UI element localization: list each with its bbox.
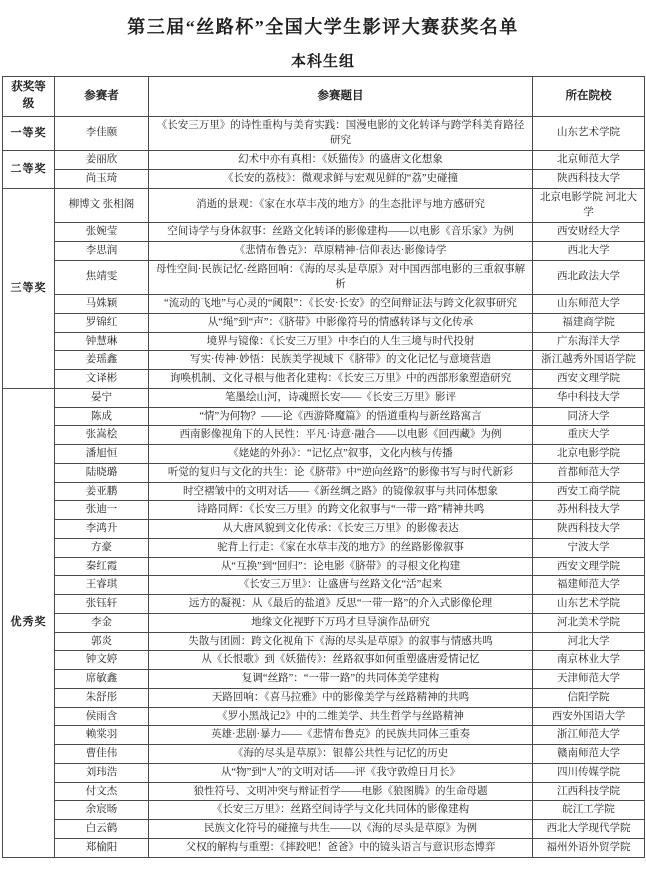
participant-cell: 秦红霞 [55,557,149,576]
entry-title-cell: 笔墨绘山河，诗魂照长安——《长安三万里》影评 [149,388,533,407]
table-row [3,116,645,151]
table-row [3,169,645,188]
table-row [3,388,645,407]
participant-cell: 晏宁 [55,388,149,407]
table-row [3,151,645,170]
school-cell: 福建商学院 [533,313,645,332]
participant-cell: 余宸旸 [55,801,149,820]
entry-title-cell: 驼背上行走：《家在水草丰茂的地方》的丝路影像叙事 [149,538,533,557]
table-row [3,688,645,707]
entry-title-cell: 《长安的荔枝》：微观求鲜与宏观见鲜的“荔”史碰撞 [149,169,533,188]
school-cell: 山东师范大学 [533,295,645,314]
entry-title-cell: 复调“丝路”：“一带一路”的共同体美学建构 [149,670,533,689]
participant-cell: 朱舒彤 [55,688,149,707]
entry-title-cell: 时空褶皱中的文明对话——《新丝绸之路》的镜像叙事与共同体想象 [149,482,533,501]
table-row [3,820,645,839]
participant-cell: 陆晓璐 [55,463,149,482]
header-entry-title: 参赛题目 [149,77,533,117]
school-cell: 河北大学 [533,632,645,651]
participant-cell: 侯雨含 [55,707,149,726]
entry-title-cell: 西南影像视角下的人民性：平凡·诗意·融合——以电影《回西藏》为例 [149,426,533,445]
school-cell: 信阳学院 [533,688,645,707]
table-row [3,313,645,332]
entry-title-cell: 《长安三万里》：让盛唐与丝路文化“活”起来 [149,576,533,595]
page-title: 第三届“丝路杯”全国大学生影评大赛获奖名单 [127,17,519,37]
table-row [3,763,645,782]
participant-cell: 白云鹤 [55,820,149,839]
table-row [3,726,645,745]
table-header [3,77,645,117]
participant-cell: 马姝颖 [55,295,149,314]
entry-title-cell: 天路回响：《喜马拉雅》中的影像美学与丝路精神的共鸣 [149,688,533,707]
participant-cell: 李鸿升 [55,520,149,539]
table-row [3,670,645,689]
school-cell: 华中科技大学 [533,388,645,407]
table-row [3,426,645,445]
table-row [3,351,645,370]
school-cell: 广东海洋大学 [533,332,645,351]
award-list-page [0,13,646,858]
table-row [3,557,645,576]
entry-title-cell: 写实·传神·妙悟：民族美学视域下《脐带》的文化记忆与意境营造 [149,351,533,370]
school-cell: 陕西科技大学 [533,520,645,539]
table-row [3,482,645,501]
participant-cell: 潘旭恒 [55,445,149,464]
table-row [3,295,645,314]
participant-cell: 李金 [55,613,149,632]
participant-cell: 赖棠羽 [55,726,149,745]
participant-cell: 焦靖雯 [55,260,149,295]
table-row [3,595,645,614]
header-award-level: 获奖等级 [3,77,55,117]
award-level-cell: 二等奖 [3,151,55,189]
table-row [3,745,645,764]
school-cell: 山东艺术学院 [533,116,645,151]
participant-cell: 刘玮浩 [55,763,149,782]
participant-cell: 张迪一 [55,501,149,520]
participant-cell: 姜丽欣 [55,151,149,170]
entry-title-cell: 《悲情布鲁克》：草原精神·信仰表达·影像诗学 [149,241,533,260]
participant-cell: 张嵩桧 [55,426,149,445]
entry-title-cell: 从大唐风貌到文化传承：《长安三万里》的影像表达 [149,520,533,539]
school-cell: 皖江工学院 [533,801,645,820]
school-cell: 福州外语外贸学院 [533,838,645,857]
table-row [3,632,645,651]
entry-title-cell: 从“互换”到“回归”：论电影《脐带》的寻根文化构建 [149,557,533,576]
entry-title-cell: “流动的飞地”与心灵的“阈限”：《长安·长安》的空间辩证法与跨文化叙事研究 [149,295,533,314]
school-cell: 西安文理学院 [533,370,645,389]
entry-title-cell: 诗路同辉：《长安三万里》的跨文化叙事与“一带一路”精神共鸣 [149,501,533,520]
table-row [3,260,645,295]
entry-title-cell: 地缘文化视野下万玛才旦导演作品研究 [149,613,533,632]
school-cell: 南京林业大学 [533,651,645,670]
participant-cell: 方豪 [55,538,149,557]
table-row [3,463,645,482]
table-row [3,445,645,464]
school-cell: 北京电影学院 河北大学 [533,188,645,223]
table-row [3,707,645,726]
entry-title-cell: 空间诗学与身体叙事：丝路文化转译的影像建构——以电影《音乐家》为例 [149,223,533,242]
school-cell: 西安文理学院 [533,557,645,576]
school-cell: 赣南师范大学 [533,745,645,764]
table-row [3,241,645,260]
participant-cell: 姜瑶鑫 [55,351,149,370]
header-participant: 参赛者 [55,77,149,117]
entry-title-cell: 消逝的景观：《家在水草丰茂的地方》的生态批评与地方感研究 [149,188,533,223]
entry-title-cell: 从“绳”到“声”：《脐带》中影像符号的情感转译与文化传承 [149,313,533,332]
table-row [3,332,645,351]
entry-title-cell: 狼性符号、文明冲突与辩证哲学——电影《狼图腾》的生命母题 [149,782,533,801]
group-subtitle: 本科生组 [290,54,355,70]
school-cell: 北京师范大学 [533,151,645,170]
table-row [3,782,645,801]
entry-title-cell: 英雄·悲剧·暴力——《悲情布鲁克》的民族共同体三重奏 [149,726,533,745]
school-cell: 西北大学 [533,241,645,260]
participant-cell: 李佳颐 [55,116,149,151]
table-row [3,651,645,670]
entry-title-cell: 《罗小黑战记2》中的二维美学、共生哲学与丝路精神 [149,707,533,726]
results-tbody [3,116,645,857]
entry-title-cell: 听觉的复归与文化的共生：论《脐带》中“逆向丝路”的影像书写与时代新彩 [149,463,533,482]
school-cell: 四川传媒学院 [533,763,645,782]
entry-title-cell: 《姥姥的外孙》：“记忆点”叙事，文化内核与传播 [149,445,533,464]
school-cell: 首都师范大学 [533,463,645,482]
participant-cell: 曹佳伟 [55,745,149,764]
entry-title-cell: 询唤机制、文化寻根与他者化建构：《长安三万里》中的西部形象塑造研究 [149,370,533,389]
school-cell: 西北政法大学 [533,260,645,295]
entry-title-cell: 父权的解构与重塑：《摔跤吧！爸爸》中的镜头语言与意识形态博弈 [149,838,533,857]
entry-title-cell: 母性空间·民族记忆·丝路回响：《海的尽头是草原》对中国西部电影的三重叙事解析 [149,260,533,295]
school-cell: 同济大学 [533,407,645,426]
school-cell: 重庆大学 [533,426,645,445]
award-level-cell: 一等奖 [3,116,55,151]
participant-cell: 李思润 [55,241,149,260]
entry-title-cell: 《海的尽头是草原》：银幕公共性与记忆的历史 [149,745,533,764]
school-cell: 河北美术学院 [533,613,645,632]
entry-title-cell: 民族文化符号的碰撞与共生——以《海的尽头是草原》为例 [149,820,533,839]
entry-title-cell: 境界与镜像：《长安三万里》中李白的人生三境与时代投射 [149,332,533,351]
header-row [3,77,645,117]
entry-title-cell: 《长安三万里》的诗性重构与美育实践：国漫电影的文化转译与跨学科美育路径研究 [149,116,533,151]
participant-cell: 尚玉琦 [55,169,149,188]
school-cell: 浙江越秀外国语学院 [533,351,645,370]
participant-cell: 郭炎 [55,632,149,651]
table-row [3,538,645,557]
participant-cell: 钟文婷 [55,651,149,670]
participant-cell: 钟慧琳 [55,332,149,351]
table-row [3,223,645,242]
school-cell: 苏州科技大学 [533,501,645,520]
table-row [3,501,645,520]
table-row [3,520,645,539]
participant-cell: 姜亚鹏 [55,482,149,501]
awards-table [2,76,645,858]
table-row [3,801,645,820]
entry-title-cell: 从“物”到“人”的文明对话——评《我守敦煌日月长》 [149,763,533,782]
participant-cell: 席敏鑫 [55,670,149,689]
table-row [3,613,645,632]
header-school: 所在院校 [533,77,645,117]
participant-cell: 柳博文 张相阁 [55,188,149,223]
school-cell: 西安工商学院 [533,482,645,501]
table-row [3,838,645,857]
participant-cell: 文译彬 [55,370,149,389]
award-level-cell: 优秀奖 [3,388,55,857]
participant-cell: 郑榆阳 [55,838,149,857]
school-cell: 浙江师范大学 [533,726,645,745]
school-cell: 山东艺术学院 [533,595,645,614]
participant-cell: 张钰轩 [55,595,149,614]
entry-title-cell: “情”为何物？——论《西游降魔篇》的悟道重构与新丝路寓言 [149,407,533,426]
participant-cell: 张婉莹 [55,223,149,242]
table-row [3,407,645,426]
table-row [3,370,645,389]
school-cell: 天津师范大学 [533,670,645,689]
school-cell: 陕西科技大学 [533,169,645,188]
entry-title-cell: 《长安三万里》：丝路空间诗学与文化共同体的影像建构 [149,801,533,820]
school-cell: 西北大学现代学院 [533,820,645,839]
table-row [3,576,645,595]
school-cell: 宁波大学 [533,538,645,557]
participant-cell: 付文杰 [55,782,149,801]
entry-title-cell: 幻术中亦有真相：《妖猫传》的盛唐文化想象 [149,151,533,170]
participant-cell: 王睿琪 [55,576,149,595]
entry-title-cell: 远方的凝视：从《最后的盐道》反思“一带一路”的介入式影像伦理 [149,595,533,614]
award-level-cell: 三等奖 [3,188,55,388]
participant-cell: 陈成 [55,407,149,426]
entry-title-cell: 失散与团圆：跨文化视角下《海的尽头是草原》的叙事与情感共鸣 [149,632,533,651]
participant-cell: 罗锦红 [55,313,149,332]
table-row [3,188,645,223]
school-cell: 福建师范大学 [533,576,645,595]
school-cell: 江西科技学院 [533,782,645,801]
school-cell: 西安外国语大学 [533,707,645,726]
school-cell: 西安财经大学 [533,223,645,242]
entry-title-cell: 从《长恨歌》到《妖猫传》：丝路叙事如何重塑盛唐爱情记忆 [149,651,533,670]
school-cell: 北京电影学院 [533,445,645,464]
